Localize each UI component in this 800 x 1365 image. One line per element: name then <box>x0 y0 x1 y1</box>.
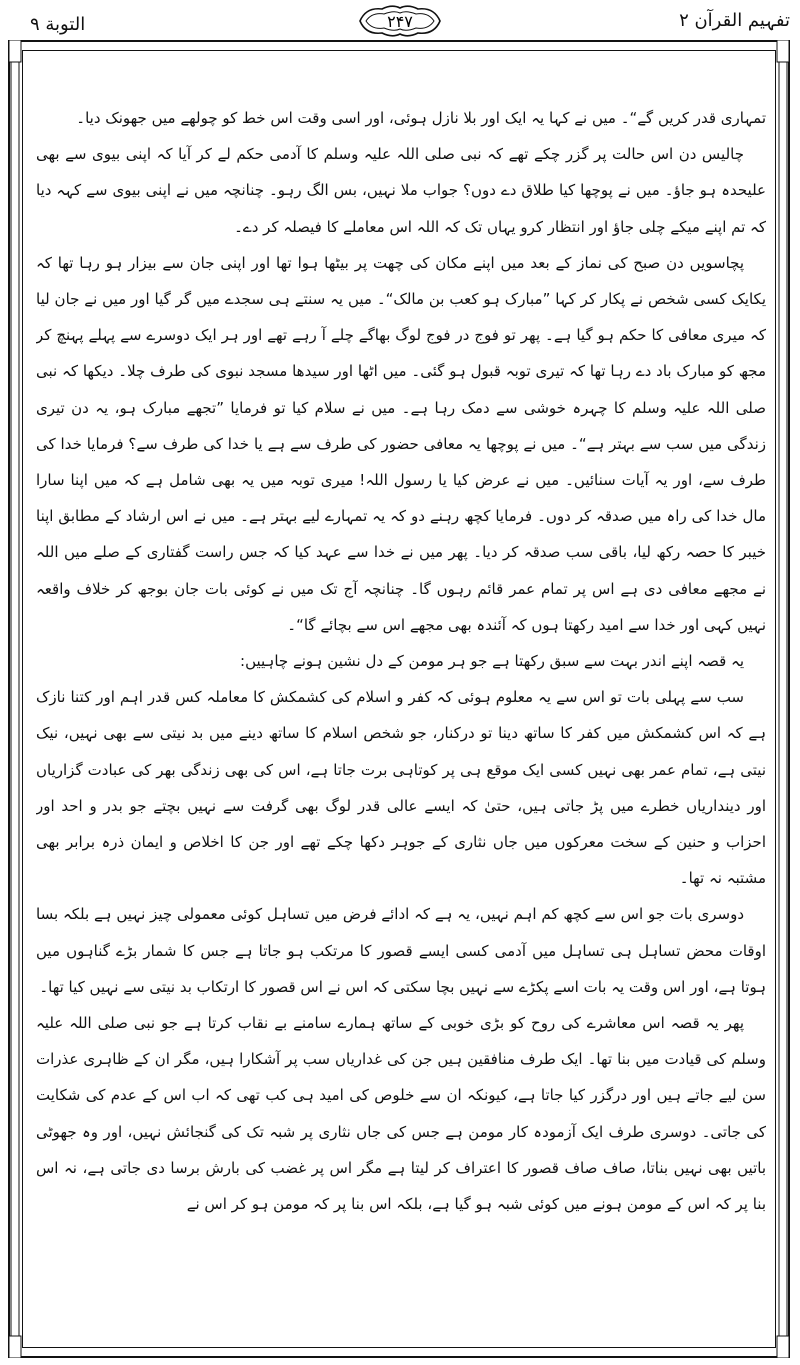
left-ornament-pillar-icon <box>8 40 22 1358</box>
paragraph: سب سے پہلی بات تو اس سے یہ معلوم ہوئی کہ کفر و اسلام کی کشمکش کا معاملہ کس قدر اہم اور کتنا نازک ہے کہ اس کشمکش میں کفر کا ساتھ دینا تو درکنار، جو شخص اسلام کا ساتھ دینے میں بد نیتی سے بھی نہیں، نیک نیتی ہے، تمام عمر بھی نہیں کسی ایک موقع ہی پر کوتاہی برت جاتا ہے، اس کی بھی زندگی بھر کی عبادت گزاریاں اور دینداریاں خطرے میں پڑ جاتی ہیں، حتیٰ کہ ایسے عالی قدر لوگ بھی گرفت سے نہیں بچتے جو بدر و احد اور احزاب و حنین کے سخت معرکوں میں جاں نثاری کے جوہر دکھا چکے تھے اور جن کا اخلاص و ایمان ذرہ برابر بھی مشتبہ نہ تھا۔ <box>36 688 766 888</box>
book-title: تفہیم القرآن ۲ <box>679 10 790 31</box>
page-header <box>0 4 800 40</box>
paragraph: پچاسویں دن صبح کی نماز کے بعد میں اپنے مکان کی چھت پر بیٹھا ہوا تھا اور اپنی جان سے بیزار ہو رہا تھا کہ یکایک کسی شخص نے پکار کر کہا ”مبارک ہو کعب بن مالک“۔ میں یہ سنتے ہی سجدے میں گر گیا اور میں نے جان لیا کہ میری معافی کا حکم ہو گیا ہے۔ پھر تو فوج در فوج لوگ بھاگے چلے آ رہے تھے اور ہر ایک دوسرے سے پہلے پہنچ کر مجھ کو مبارک باد دے رہا تھا کہ تیری توبہ قبول ہو گئی۔ میں اٹھا اور سیدھا مسجد نبوی کی طرف چلا۔ دیکھا کہ نبی صلی اللہ علیہ وسلم کا چہرہ خوشی سے دمک رہا ہے۔ میں نے سلام کیا تو فرمایا ”تجھے مبارک ہو، یہ دن تیری زندگی میں سب سے بہتر ہے“۔ میں نے پوچھا یہ معافی حضور کی طرف سے ہے یا خدا کی طرف سے؟ فرمایا خدا کی طرف سے، اور یہ آیات سنائیں۔ میں نے عرض کیا یا رسول اللہ! میری توبہ میں یہ بھی شامل ہے کہ میں اپنا سارا مال خدا کی راہ میں صدقہ کر دوں۔ فرمایا کچھ رہنے دو کہ یہ تمہارے لیے بہتر ہے۔ میں نے اس ارشاد کے مطابق اپنا خیبر کا حصہ رکھ لیا، باقی سب صدقہ کر دیا۔ پھر میں نے خدا سے عہد کیا کہ جس راست گفتاری کے صلے میں اللہ نے مجھے معافی دی ہے اس پر تمام عمر قائم رہوں گا۔ چنانچہ آج تک میں نے کوئی بات جان بوجھ کر خلاف واقعہ نہیں کہی اور خدا سے امید رکھتا ہوں کہ آئندہ بھی مجھے اس سے بچائے گا“۔ <box>36 253 766 634</box>
surah-name: التوبة ۹ <box>30 14 86 35</box>
paragraph: تمہاری قدر کریں گے“۔ میں نے کہا یہ ایک اور بلا نازل ہوئی، اور اسی وقت اس خط کو چولھے میں جھونک دیا۔ <box>76 109 766 127</box>
body-text <box>36 100 766 1350</box>
paragraph: دوسری بات جو اس سے کچھ کم اہم نہیں، یہ ہے کہ ادائے فرض میں تساہل کوئی معمولی چیز نہیں ہے بلکہ بسا اوقات محض تساہل ہی تساہل میں آدمی کسی ایسے قصور کا مرتکب ہو جاتا ہے جس کا شمار بڑے گناہوں میں ہوتا ہے، اور اس وقت یہ بات اسے پکڑے سے نہیں بچا سکتی کہ اس نے اس قصور کا ارتکاب بد نیتی سے نہیں کیا تھا۔ <box>36 905 766 996</box>
paragraph: یہ قصہ اپنے اندر بہت سے سبق رکھتا ہے جو ہر مومن کے دل نشین ہونے چاہییں: <box>240 652 744 671</box>
right-ornament-pillar-icon <box>776 40 790 1358</box>
page-number: ۲۴۷ <box>387 12 413 31</box>
paragraph: چالیس دن اس حالت پر گزر چکے تھے کہ نبی صلی اللہ علیہ وسلم کا آدمی حکم لے کر آیا کہ اپنی بیوی سے بھی علیحدہ ہو جاؤ۔ میں نے پوچھا کیا طلاق دے دوں؟ جواب ملا نہیں، بس الگ رہو۔ چنانچہ میں نے اپنی بیوی سے کہہ دیا کہ تم اپنے میکے چلی جاؤ اور انتظار کرو یہاں تک کہ اللہ اس معاملے کا فیصلہ کر دے۔ <box>36 145 766 236</box>
paragraph: پھر یہ قصہ اس معاشرے کی روح کو بڑی خوبی کے ساتھ ہمارے سامنے بے نقاب کرتا ہے جو نبی صلی اللہ علیہ وسلم کی قیادت میں بنا تھا۔ ایک طرف منافقین ہیں جن کی غداریاں سب پر آشکارا ہیں، مگر ان کے ظاہری عذرات سن لیے جاتے ہیں اور درگزر کیا جاتا ہے، کیونکہ ان سے خلوص کی امید ہی کب تھی کہ اب اس کے عدم کی شکایت کی جاتی۔ دوسری طرف ایک آزمودہ کار مومن ہے جس کی جاں نثاری پر شبہ تک کی گنجائش نہیں، اور وہ جھوٹی باتیں بھی نہیں بناتا، صاف صاف قصور کا اعتراف کر لیتا ہے مگر اس پر غضب کی بارش برسا دی جاتی ہے، نہ اس بنا پر کہ اس کے مومن ہونے میں کوئی شبہ ہو گیا ہے، بلکہ اس بنا پر کہ مومن ہو کر اس نے <box>36 1014 766 1214</box>
page-number-cartouche-icon <box>352 4 448 38</box>
